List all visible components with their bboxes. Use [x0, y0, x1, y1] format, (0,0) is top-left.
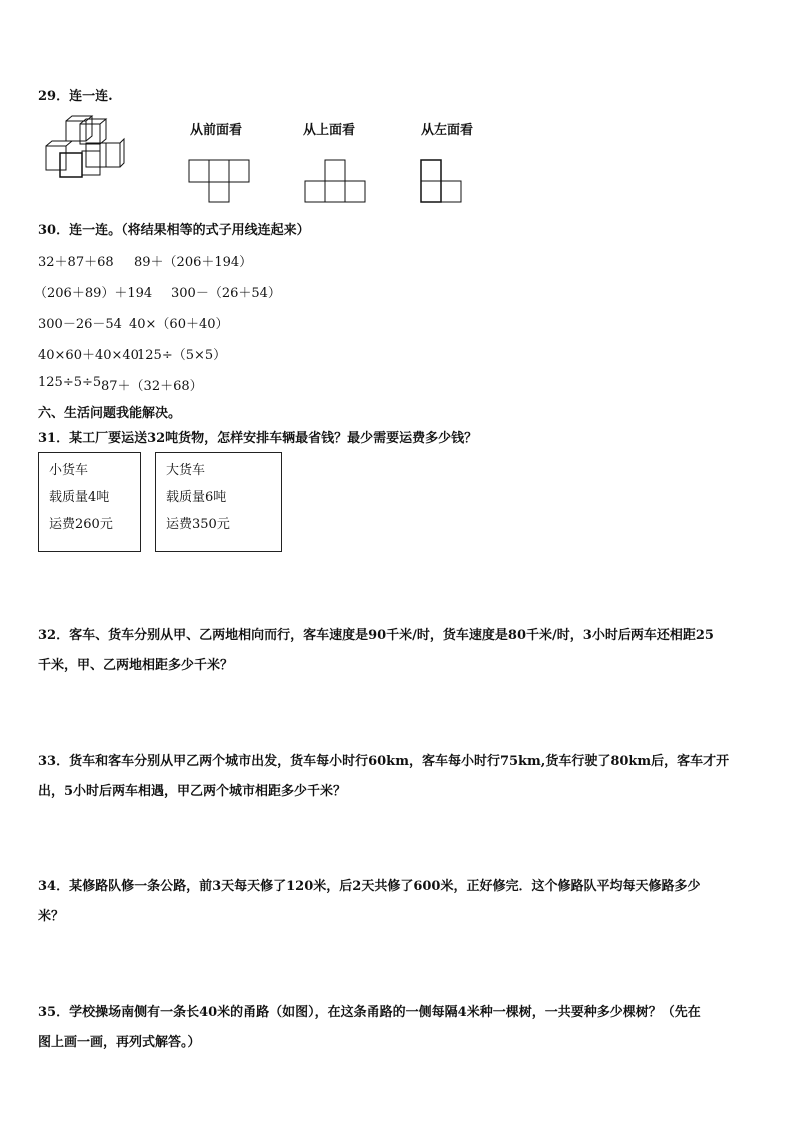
- top-view-figure: [302, 157, 368, 205]
- q30-row-5-right: 87＋（32＋68）: [101, 379, 203, 394]
- big-truck-card: [155, 452, 282, 552]
- q30-title: 30．连一连。（将结果相等的式子用线连起来）: [38, 223, 310, 238]
- small-truck-card: [38, 452, 141, 552]
- q30-row-3-left: 300－26－54: [38, 317, 122, 332]
- q30-row-1-left: 32＋87＋68: [38, 255, 114, 270]
- section-6-title: 六、生活问题我能解决。: [38, 406, 182, 421]
- q35-line-1: 35．学校操场南侧有一条长40米的甬路（如图），在这条甬路的一侧每隔4米种一棵树，一共要种多少棵树？（先在: [38, 1005, 701, 1020]
- cube-stack-figure: [42, 115, 126, 183]
- view-label-front: 从前面看: [190, 123, 243, 138]
- q30-row-2-left: （206＋89）＋194: [34, 286, 153, 301]
- view-label-top: 从上面看: [303, 123, 356, 138]
- q34-line-2: 米？: [38, 909, 65, 924]
- big-truck-load: 载质量6吨: [166, 490, 227, 505]
- q30-row-4-right: 125÷（5×5）: [137, 348, 227, 363]
- q32-line-1: 32．客车、货车分别从甲、乙两地相向而行，客车速度是90千米/时，货车速度是80千米/时，3小时后两车还相距25: [38, 628, 714, 643]
- q33-line-2: 出，5小时后两车相遇，甲乙两个城市相距多少千米？: [38, 784, 347, 799]
- small-truck-load: 载质量4吨: [49, 490, 110, 505]
- q35-line-2: 图上画一画，再列式解答。）: [38, 1035, 201, 1050]
- left-view-figure: [418, 157, 466, 205]
- small-truck-fee: 运费260元: [49, 517, 113, 532]
- q30-row-1-right: 89＋（206＋194）: [134, 255, 253, 270]
- q33-line-1: 33．货车和客车分别从甲乙两个城市出发，货车每小时行60km，客车每小时行75km,货车行驶了80km后，客车才开: [38, 754, 730, 769]
- q31-title: 31．某工厂要运送32吨货物，怎样安排车辆最省钱？最少需要运费多少钱？: [38, 431, 478, 446]
- q30-row-4-left: 40×60＋40×40: [38, 348, 139, 363]
- q30-row-5-left: 125÷5÷5: [38, 375, 102, 390]
- big-truck-name: 大货车: [166, 463, 206, 478]
- small-truck-name: 小货车: [49, 463, 89, 478]
- q30-row-2-right: 300－（26＋54）: [171, 286, 281, 301]
- q30-row-3-right: 40×（60＋40）: [129, 317, 229, 332]
- view-label-left: 从左面看: [421, 123, 474, 138]
- q34-line-1: 34．某修路队修一条公路，前3天每天修了120米，后2天共修了600米，正好修完．这个修路队平均每天修路多少: [38, 879, 701, 894]
- big-truck-fee: 运费350元: [166, 517, 230, 532]
- front-view-figure: [186, 157, 252, 205]
- q29-title: 29．连一连.: [38, 89, 113, 104]
- q32-line-2: 千米，甲、乙两地相距多少千米？: [38, 658, 234, 673]
